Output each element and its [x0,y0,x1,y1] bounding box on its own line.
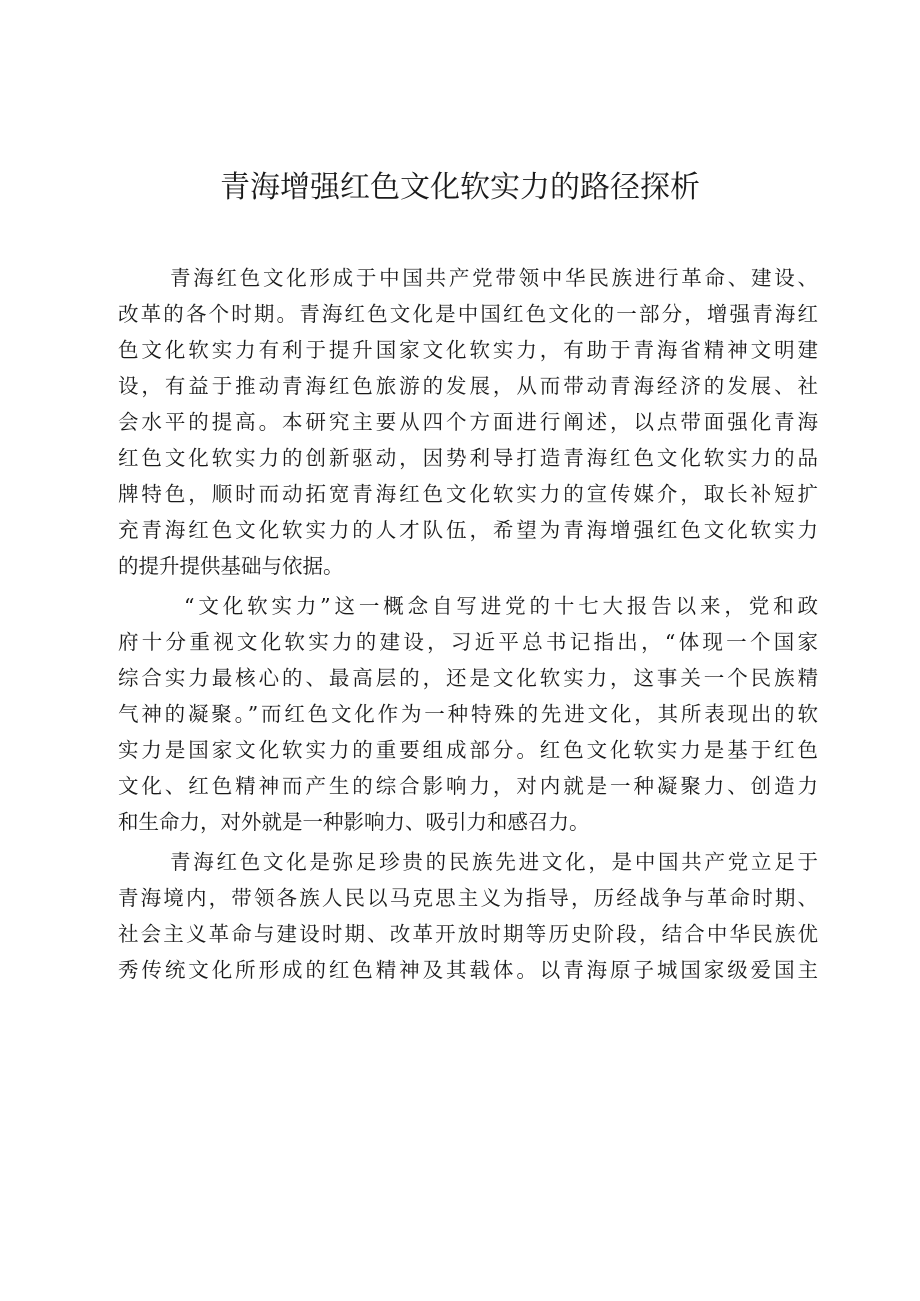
document-title: 青海增强红色文化软实力的路径探析 [220,170,700,205]
text-line: 充青海红色文化软实力的人才队伍，希望为青海增强红色文化软实力 [118,518,818,542]
text-line: 实力是国家文化软实力的重要组成部分。红色文化软实力是基于红色 [118,738,818,762]
paragraph-2 [118,588,818,840]
text-line: 青海红色文化形成于中国共产党带领中华民族进行革命、建设、 [170,266,818,290]
text-line: 气神的凝聚。”而红色文化作为一种特殊的先进文化，其所表现出的软 [118,702,818,726]
text-line: 会水平的提高。本研究主要从四个方面进行阐述，以点带面强化青海 [118,410,818,434]
text-line: 文化、红色精神而产生的综合影响力，对内就是一种凝聚力、创造力 [118,774,818,798]
text-line: 设，有益于推动青海红色旅游的发展，从而带动青海经济的发展、社 [118,374,818,398]
text-line: 综合实力最核心的、最高层的，还是文化软实力，这事关一个民族精 [118,666,818,690]
text-line: 改革的各个时期。青海红色文化是中国红色文化的一部分，增强青海红 [118,302,818,326]
text-line: “文化软实力”这一概念自写进党的十七大报告以来，党和政 [184,594,818,618]
paragraph-1 [118,260,818,584]
text-line: 青海境内，带领各族人民以马克思主义为指导，历经战争与革命时期、 [118,886,818,910]
text-line: 府十分重视文化软实力的建设，习近平总书记指出，“体现一个国家 [118,630,818,654]
text-line: 的提升提供基础与依据。 [118,554,344,578]
paragraph-3 [118,844,818,988]
text-line: 和生命力，对外就是一种影响力、吸引力和感召力。 [118,810,590,834]
text-line: 红色文化软实力的创新驱动，因势利导打造青海红色文化软实力的品 [118,446,818,470]
text-line: 牌特色，顺时而动拓宽青海红色文化软实力的宣传媒介，取长补短扩 [118,482,818,506]
document-body [118,260,818,988]
text-line: 青海红色文化是弥足珍贵的民族先进文化，是中国共产党立足于 [170,850,818,874]
text-line: 色文化软实力有利于提升国家文化软实力，有助于青海省精神文明建 [118,338,818,362]
text-line: 秀传统文化所形成的红色精神及其载体。以青海原子城国家级爱国主 [118,958,818,982]
text-line: 社会主义革命与建设时期、改革开放时期等历史阶段，结合中华民族优 [118,922,818,946]
